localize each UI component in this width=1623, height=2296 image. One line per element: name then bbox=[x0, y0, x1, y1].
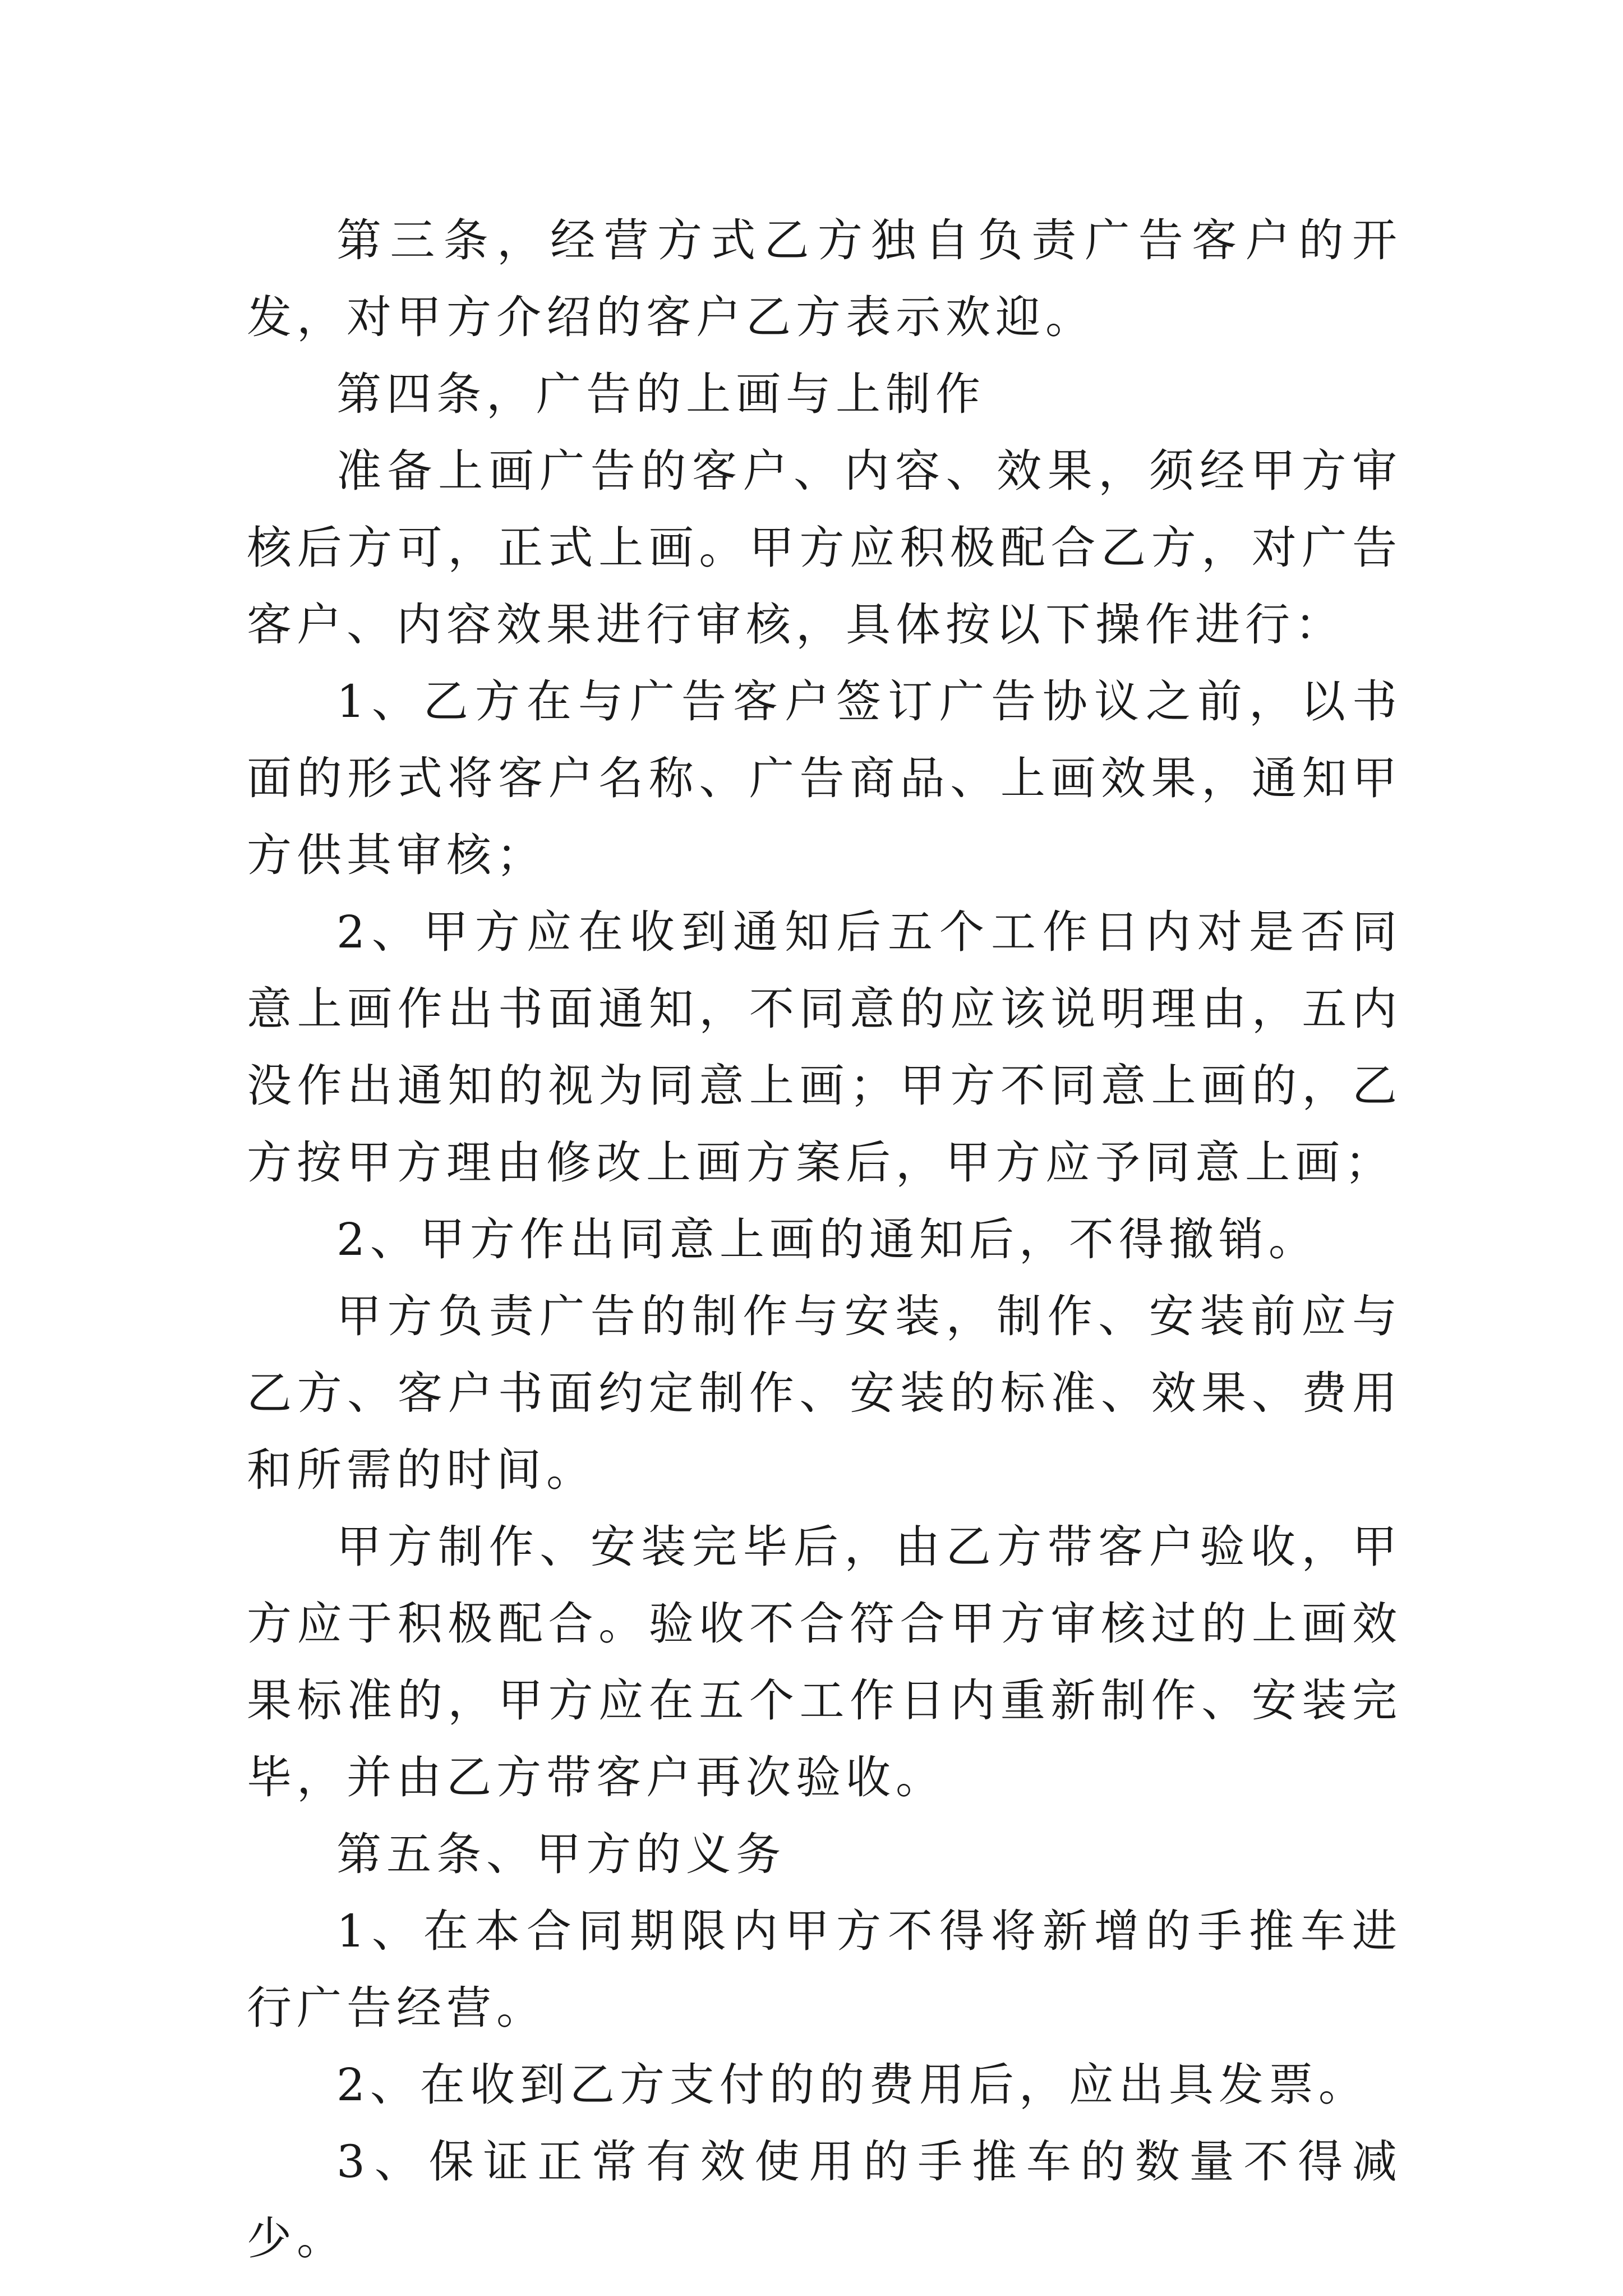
paragraph-article-3: 第三条，经营方式乙方独自负责广告客户的开发，对甲方介绍的客户乙方表示欢迎。 bbox=[247, 214, 1402, 343]
paragraph-item-2b: 2、甲方作出同意上画的通知后，不得撤销。 bbox=[336, 1213, 1318, 1266]
paragraph-duty-2: 2、在收到乙方支付的的费用后，应出具发票。 bbox=[336, 2059, 1368, 2111]
paragraph-duty-1: 1、在本合同期限内甲方不得将新增的手推车进行广告经营。 bbox=[247, 1905, 1402, 2034]
paragraph-production: 甲方负责广告的制作与安装，制作、安装前应与乙方、客户书面约定制作、安装的标准、效果、费用和所需的时间。 bbox=[247, 1290, 1402, 1496]
paragraph-duty-3: 3、保证正常有效使用的手推车的数量不得减少。 bbox=[247, 2136, 1402, 2265]
paragraph-item-1: 1、乙方在与广告客户签订广告协议之前，以书面的形式将客户名称、广告商品、上画效果，通知甲方供其审核； bbox=[247, 675, 1402, 881]
paragraph-acceptance: 甲方制作、安装完毕后，由乙方带客户验收，甲方应于积极配合。验收不合符合甲方审核过的上画效果标准的，甲方应在五个工作日内重新制作、安装完毕，并由乙方带客户再次验收。 bbox=[247, 1521, 1402, 1803]
heading-article-4: 第四条，广告的上画与上制作 bbox=[336, 368, 985, 420]
paragraph-review-requirement: 准备上画广告的客户、内容、效果，须经甲方审核后方可，正式上画。甲方应积极配合乙方，对广告客户、内容效果进行审核，具体按以下操作进行： bbox=[247, 445, 1402, 651]
contract-body bbox=[247, 202, 1402, 2277]
heading-article-5: 第五条、甲方的义务 bbox=[336, 1828, 786, 1880]
paragraph-item-2: 2、甲方应在收到通知后五个工作日内对是否同意上画作出书面通知，不同意的应该说明理由，五内没作出通知的视为同意上画；甲方不同意上画的，乙方按甲方理由修改上画方案后，甲方应予同意上画； bbox=[247, 906, 1402, 1189]
